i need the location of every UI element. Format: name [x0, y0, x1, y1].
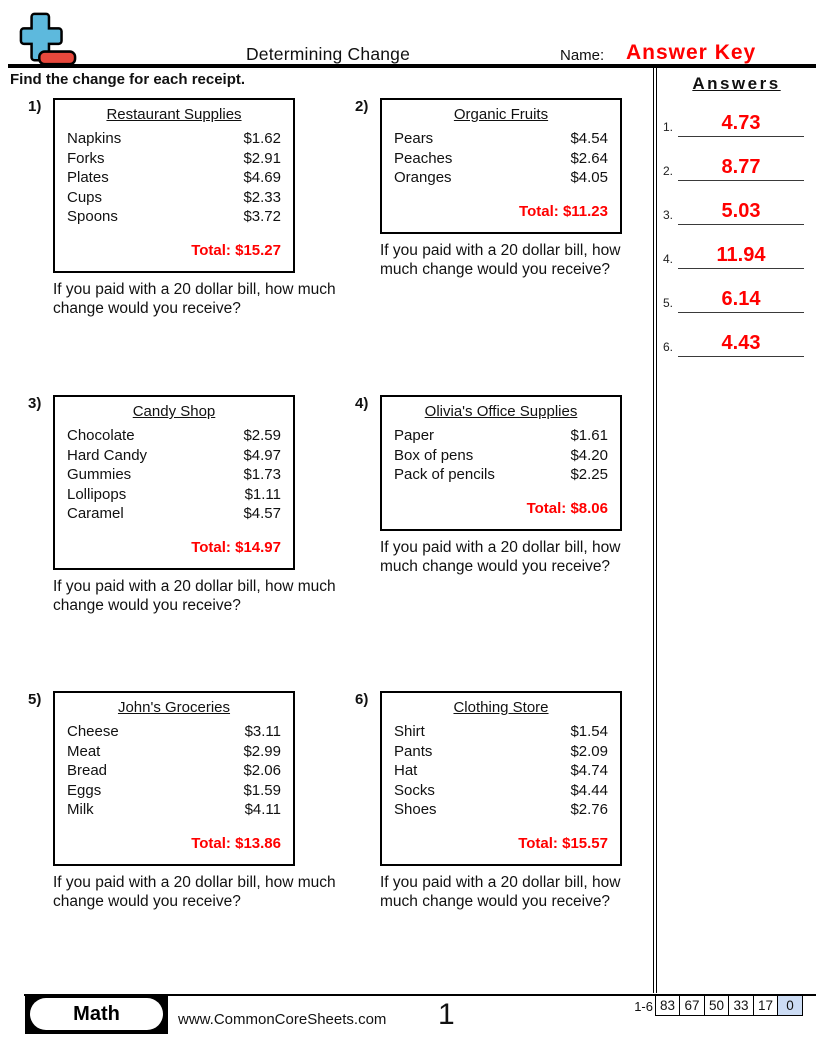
receipt-box	[380, 691, 622, 866]
question-text: If you paid with a 20 dollar bill, how much change would you receive?	[380, 538, 621, 575]
item-price: $3.72	[243, 208, 281, 225]
item-price: $4.20	[570, 446, 608, 464]
receipt-total	[67, 242, 281, 260]
item-price: $4.74	[570, 762, 608, 779]
answer-number: 5.	[663, 296, 674, 310]
score-cell: 17	[753, 995, 779, 1016]
item-name: Socks	[394, 781, 435, 799]
receipt-item	[67, 761, 281, 781]
problem-number: 2)	[355, 98, 369, 115]
item-name: Chocolate	[67, 427, 135, 444]
problem-body	[53, 394, 336, 690]
question-text: If you paid with a 20 dollar bill, how much change would you receive?	[380, 873, 621, 910]
item-price: $1.59	[243, 781, 281, 799]
answer-row	[663, 156, 804, 181]
receipt-item	[67, 465, 281, 485]
item-name: Paper	[394, 427, 435, 444]
header-divider	[8, 64, 816, 68]
answers-list	[657, 112, 816, 357]
total-label: Total:	[518, 834, 558, 852]
answer-row	[663, 288, 804, 313]
item-name: Lollipops	[67, 485, 127, 503]
question-text: If you paid with a 20 dollar bill, how much change would you receive?	[53, 280, 336, 317]
website-text: www.CommonCoreSheets.com	[178, 1011, 387, 1028]
total-label: Total:	[191, 538, 231, 556]
total-value: $8.06	[570, 499, 608, 517]
receipt-item	[394, 129, 608, 149]
receipt-item	[394, 722, 608, 742]
receipt-item	[67, 504, 281, 524]
receipt-item	[67, 168, 281, 188]
problem	[328, 97, 652, 394]
total-label: Total:	[526, 499, 567, 517]
store-name: Restaurant Supplies	[106, 106, 242, 123]
item-price: $4.57	[243, 505, 281, 522]
answer-value: 4.73	[678, 112, 804, 137]
receipt-items	[67, 426, 281, 524]
problem	[328, 690, 652, 912]
item-price: $3.11	[244, 723, 281, 740]
receipt-item	[67, 149, 281, 169]
question-text: If you paid with a 20 dollar bill, how much change would you receive?	[380, 241, 621, 278]
item-price: $2.09	[570, 742, 608, 760]
item-name: Forks	[67, 149, 105, 167]
item-price: $4.97	[243, 446, 281, 464]
store-name: Organic Fruits	[453, 106, 549, 123]
store-name: Olivia's Office Supplies	[424, 403, 578, 420]
total-value: $14.97	[235, 538, 281, 556]
answer-value: 8.77	[678, 156, 804, 181]
receipt-item	[67, 207, 281, 227]
subject-badge	[25, 994, 168, 1034]
answer-row	[663, 244, 804, 269]
item-price: $2.06	[243, 762, 281, 779]
item-name: Meat	[67, 742, 101, 760]
subject-badge-label: Math	[30, 998, 163, 1030]
receipt-item	[67, 800, 281, 820]
problem-number: 5)	[28, 691, 42, 708]
receipt-box	[53, 691, 295, 866]
receipt-box	[380, 395, 622, 531]
receipt-item	[394, 446, 608, 466]
score-cell: 0	[777, 995, 803, 1016]
total-label: Total:	[519, 202, 559, 220]
receipt-item	[67, 485, 281, 505]
receipt-box	[53, 395, 295, 570]
item-name: Hard Candy	[67, 446, 148, 464]
receipt-item	[394, 149, 608, 169]
total-value: $11.23	[562, 202, 608, 220]
item-price: $2.25	[570, 466, 608, 483]
item-price: $1.73	[243, 466, 281, 483]
item-name: Gummies	[67, 466, 132, 483]
problem-body	[380, 97, 622, 394]
answer-value: 11.94	[678, 244, 804, 269]
item-price: $2.59	[243, 427, 281, 444]
item-name: Oranges	[394, 169, 452, 186]
item-name: Pears	[394, 130, 434, 147]
item-price: $4.05	[570, 169, 608, 186]
answer-row	[663, 332, 804, 357]
store-name: Clothing Store	[453, 699, 549, 716]
item-name: Plates	[67, 169, 109, 186]
store-name: Candy Shop	[132, 403, 216, 420]
receipt-total	[394, 500, 608, 518]
item-name: Peaches	[394, 149, 453, 167]
score-table	[656, 995, 803, 1016]
item-price: $1.62	[243, 130, 281, 147]
item-price: $2.33	[243, 188, 281, 206]
total-label: Total:	[191, 834, 231, 852]
score-cell: 33	[728, 995, 754, 1016]
receipt-items	[67, 722, 281, 820]
item-price: $2.76	[570, 801, 608, 818]
item-price: $4.69	[243, 169, 281, 186]
page-title: Determining Change	[245, 44, 411, 64]
item-name: Hat	[394, 762, 418, 779]
problem	[0, 690, 336, 912]
problem-body	[53, 97, 336, 394]
receipt-box	[380, 98, 622, 234]
item-name: Cups	[67, 188, 103, 206]
problem-body	[380, 690, 622, 912]
answer-row	[663, 112, 804, 137]
problems-grid	[0, 97, 652, 912]
receipt-item	[394, 761, 608, 781]
item-price: $2.99	[243, 742, 281, 760]
receipt-items	[394, 722, 608, 820]
problem-number: 6)	[355, 691, 369, 708]
receipt-item	[67, 446, 281, 466]
receipt-item	[394, 426, 608, 446]
item-name: Milk	[67, 801, 94, 818]
answer-number: 3.	[663, 208, 674, 222]
item-name: Pack of pencils	[394, 466, 495, 483]
total-value: $15.27	[235, 241, 281, 259]
item-price: $4.11	[244, 801, 281, 818]
question-text: If you paid with a 20 dollar bill, how much change would you receive?	[53, 577, 336, 614]
answer-number: 1.	[663, 120, 674, 134]
problem-body	[53, 690, 336, 912]
answer-number: 4.	[663, 252, 674, 266]
score-range-label: 1-6	[634, 999, 653, 1014]
receipt-item	[67, 129, 281, 149]
receipt-item	[394, 465, 608, 485]
receipt-total	[394, 835, 608, 853]
question-text: If you paid with a 20 dollar bill, how much change would you receive?	[53, 873, 336, 910]
receipt-item	[67, 722, 281, 742]
problem	[0, 97, 336, 394]
item-name: Shirt	[394, 723, 425, 740]
item-price: $1.11	[244, 485, 281, 503]
item-name: Caramel	[67, 505, 124, 522]
receipt-total	[67, 835, 281, 853]
score-cell: 50	[704, 995, 730, 1016]
answer-row	[663, 200, 804, 225]
answer-number: 6.	[663, 340, 674, 354]
problem	[328, 394, 652, 690]
answer-value: 4.43	[678, 332, 804, 357]
problem-body	[380, 394, 622, 690]
problem-number: 3)	[28, 395, 42, 412]
item-name: Pants	[394, 742, 433, 760]
instructions-text: Find the change for each receipt.	[10, 71, 246, 88]
item-price: $1.61	[570, 427, 608, 444]
item-price: $1.54	[570, 723, 608, 740]
score-cell: 83	[655, 995, 681, 1016]
total-value: $13.86	[235, 834, 281, 852]
item-name: Cheese	[67, 723, 119, 740]
total-label: Total:	[191, 241, 231, 259]
item-price: $2.91	[243, 149, 281, 167]
item-name: Box of pens	[394, 446, 474, 464]
item-name: Eggs	[67, 781, 102, 799]
receipt-box	[53, 98, 295, 273]
receipt-item	[394, 800, 608, 820]
receipt-item	[394, 168, 608, 188]
page-number: 1	[438, 998, 455, 1031]
receipt-items	[394, 129, 608, 188]
answer-value: 5.03	[678, 200, 804, 225]
item-price: $4.44	[570, 781, 608, 799]
receipt-item	[67, 188, 281, 208]
answers-panel	[653, 68, 816, 993]
receipt-items	[394, 426, 608, 485]
item-price: $2.64	[570, 149, 608, 167]
name-label: Name:	[560, 47, 605, 64]
store-name: John's Groceries	[117, 699, 231, 716]
receipt-item	[67, 742, 281, 762]
problem-number: 1)	[28, 98, 42, 115]
receipt-total	[394, 203, 608, 221]
answer-value: 6.14	[678, 288, 804, 313]
problem-number: 4)	[355, 395, 369, 412]
receipt-item	[67, 781, 281, 801]
answer-key-label: Answer Key	[626, 41, 757, 64]
answer-number: 2.	[663, 164, 674, 178]
problem	[0, 394, 336, 690]
item-name: Shoes	[394, 801, 437, 818]
item-name: Napkins	[67, 130, 122, 147]
receipt-items	[67, 129, 281, 227]
receipt-item	[394, 742, 608, 762]
item-name: Bread	[67, 762, 108, 779]
item-name: Spoons	[67, 208, 118, 225]
total-value: $15.57	[562, 834, 608, 852]
receipt-total	[67, 539, 281, 557]
item-price: $4.54	[570, 130, 608, 147]
score-cell: 67	[679, 995, 705, 1016]
answers-title: Answers	[692, 74, 781, 93]
receipt-item	[67, 426, 281, 446]
receipt-item	[394, 781, 608, 801]
